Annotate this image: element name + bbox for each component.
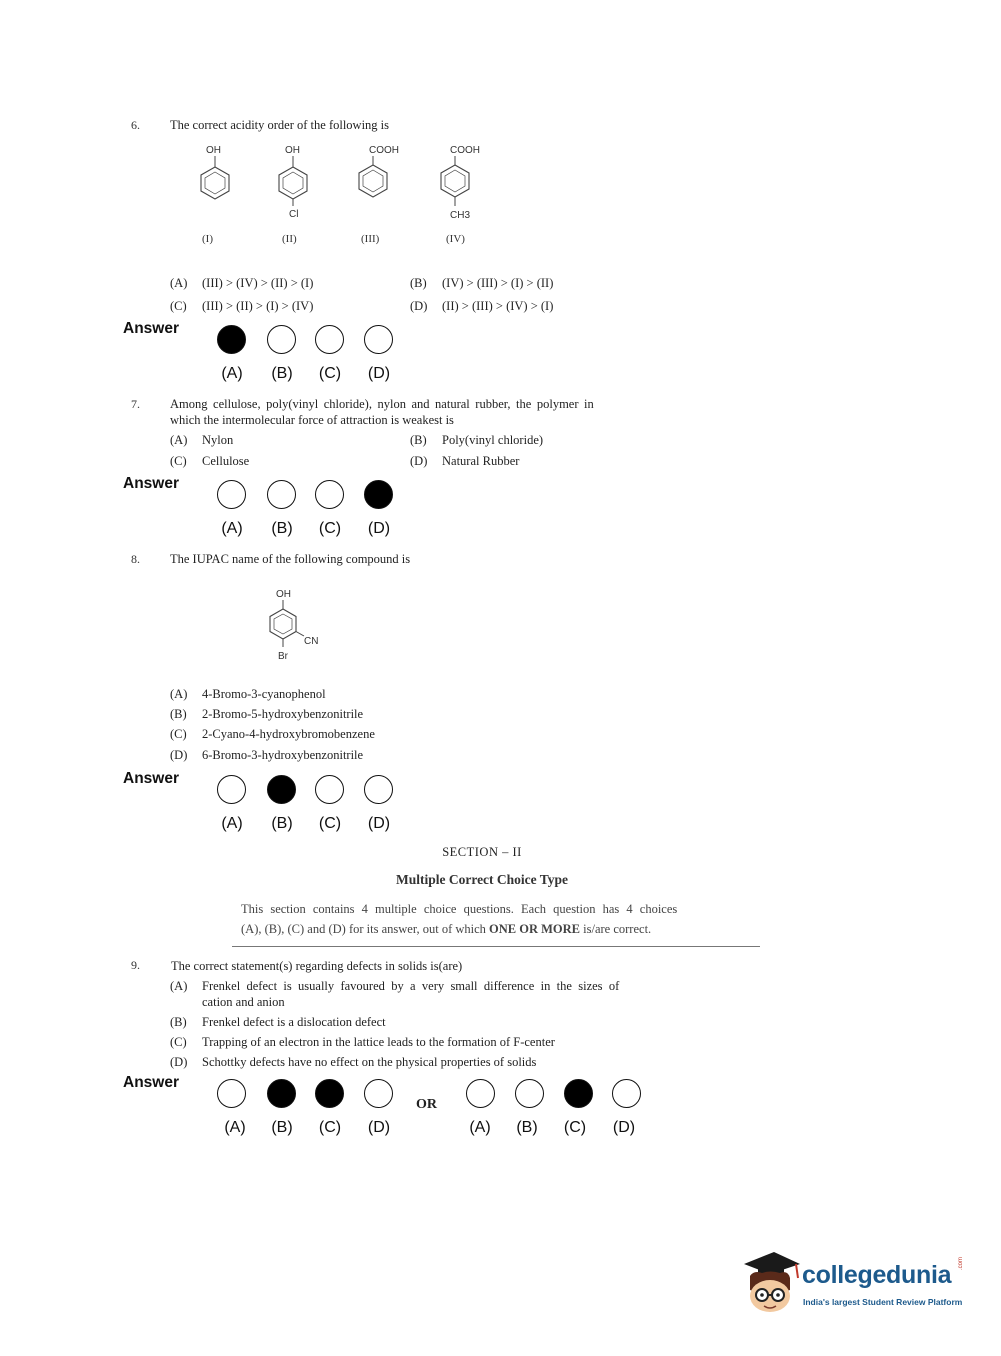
q7-option-b: (B) Poly(vinyl chloride) (410, 433, 544, 447)
q9-text: The correct statement(s) regarding defects in solids is(are) (171, 959, 463, 973)
brand-name-text: collegedunia (802, 1261, 952, 1289)
q8-option-b: (B) 2-Bromo-5-hydroxybenzonitrile (170, 707, 364, 721)
structure-IV-bottom: CH3 (450, 210, 471, 221)
q9-set2-bubble-d[interactable] (612, 1079, 641, 1108)
q9-set1-bubble-d[interactable] (364, 1079, 393, 1108)
q7-number: 7. (131, 397, 140, 411)
q9-option-c: (C) Trapping of an electron in the lattice leads to the formation of F-center (170, 1035, 555, 1049)
q9-option-a-line2: cation and anion (202, 995, 285, 1009)
q7-bubble-d[interactable] (364, 480, 393, 509)
q6-bubble-label-a: (A) (221, 365, 243, 382)
q8-bubble-label-d: (D) (367, 815, 391, 832)
q8-bubble-b[interactable] (267, 775, 296, 804)
q6-option-a: (A) (III) > (IV) > (II) > (I) (170, 276, 314, 290)
q7-text-line1: Among cellulose, poly(vinyl chloride), nylon and natural rubber, the polymer in (170, 397, 594, 411)
q6-answer-label: Answer (123, 320, 179, 337)
q7-option-d: (D) Natural Rubber (410, 454, 520, 468)
q8-bubble-c[interactable] (315, 775, 344, 804)
q9-set1-bubble-b[interactable] (267, 1079, 296, 1108)
section-instructions-line1: This section contains 4 multiple choice questions. Each question has 4 choices (241, 902, 678, 916)
q8-bubble-label-c: (C) (318, 815, 342, 832)
q8-number: 8. (131, 552, 140, 566)
q6-bubble-label-b: (B) (271, 365, 293, 382)
structure-IV (441, 145, 480, 221)
q9-set1-label-b: (B) (271, 1119, 293, 1136)
q8-bubble-a[interactable] (217, 775, 246, 804)
q7-bubble-label-a: (A) (221, 520, 243, 537)
q9-option-a: (A) Frenkel defect is usually favoured by a very small difference in the sizes of (170, 979, 620, 993)
section-instructions-line2: (A), (B), (C) and (D) for its answer, out of which ONE OR MORE is/are correct. (241, 922, 652, 936)
structure-II-bottom: Cl (289, 209, 299, 220)
q7-bubble-label-b: (B) (271, 520, 293, 537)
brand-dotcom: .com (958, 1256, 964, 1270)
structure-II (279, 145, 307, 220)
structure-II-top: OH (285, 145, 300, 156)
q9-number: 9. (131, 958, 140, 972)
q6-text: The correct acidity order of the following is (170, 118, 390, 132)
q6-bubble-d[interactable] (364, 325, 393, 354)
structure-II-label: (II) (282, 233, 297, 245)
q6-option-d: (D) (II) > (III) > (IV) > (I) (410, 299, 554, 313)
q6-bubble-label-d: (D) (367, 365, 391, 382)
section-title: SECTION – II (442, 845, 522, 859)
mascot-icon (740, 1248, 802, 1322)
q9-or-label: OR (416, 1097, 437, 1112)
q7-option-a: (A) Nylon (170, 433, 234, 447)
brand-tagline: India's largest Student Review Platform (803, 1297, 963, 1307)
q8-option-a: (A) 4-Bromo-3-cyanophenol (170, 687, 326, 701)
q6-bubble-b[interactable] (267, 325, 296, 354)
q9-set2-label-b: (B) (516, 1119, 538, 1136)
q7-bubble-a[interactable] (217, 480, 246, 509)
q9-set2-label-a: (A) (469, 1119, 491, 1136)
q8-bubble-label-b: (B) (271, 815, 293, 832)
q7-bubble-label-d: (D) (367, 520, 391, 537)
q8-answer-label: Answer (123, 770, 179, 787)
q6-structures (180, 140, 500, 225)
structure-III-top: COOH (369, 145, 399, 156)
q8-option-d: (D) 6-Bromo-3-hydroxybenzonitrile (170, 748, 364, 762)
q7-bubble-b[interactable] (267, 480, 296, 509)
q9-answer-label: Answer (123, 1074, 179, 1091)
section-divider (232, 946, 760, 947)
structure-IV-top: COOH (450, 145, 480, 156)
q6-option-c: (C) (III) > (II) > (I) > (IV) (170, 299, 314, 313)
q8-structure (255, 585, 335, 665)
q8-structure-top: OH (276, 589, 291, 600)
structure-I-label: (I) (202, 233, 213, 245)
q7-answer-label: Answer (123, 475, 179, 492)
q9-option-d: (D) Schottky defects have no effect on the physical properties of solids (170, 1055, 537, 1069)
q6-number: 6. (131, 118, 140, 132)
structure-III (359, 145, 399, 197)
q8-structure-bottom: Br (278, 651, 288, 662)
q8-text: The IUPAC name of the following compound is (170, 552, 411, 566)
brand-name (802, 1261, 951, 1290)
q8-structure-right: CN (304, 636, 319, 647)
q9-set2-label-c: (C) (563, 1119, 587, 1136)
q9-set2-bubble-c[interactable] (564, 1079, 593, 1108)
q8-option-c: (C) 2-Cyano-4-hydroxybromobenzene (170, 727, 375, 741)
q9-set1-label-c: (C) (318, 1119, 342, 1136)
q8-bubble-d[interactable] (364, 775, 393, 804)
q9-set2-bubble-b[interactable] (515, 1079, 544, 1108)
q9-set2-label-d: (D) (612, 1119, 636, 1136)
q9-set1-bubble-c[interactable] (315, 1079, 344, 1108)
q9-option-b: (B) Frenkel defect is a dislocation defect (170, 1015, 386, 1029)
q6-bubble-c[interactable] (315, 325, 344, 354)
q6-option-b: (B) (IV) > (III) > (I) > (II) (410, 276, 554, 290)
structure-I (201, 145, 229, 199)
q9-set1-label-a: (A) (224, 1119, 246, 1136)
section-subtitle: Multiple Correct Choice Type (395, 872, 569, 887)
q7-bubble-c[interactable] (315, 480, 344, 509)
q9-set1-label-d: (D) (367, 1119, 391, 1136)
structure-IV-label: (IV) (446, 233, 465, 245)
q9-set2-bubble-a[interactable] (466, 1079, 495, 1108)
q7-option-c: (C) Cellulose (170, 454, 250, 468)
q7-bubble-label-c: (C) (318, 520, 342, 537)
q6-bubble-a[interactable] (217, 325, 246, 354)
q7-text-line2: which the intermolecular force of attraction is weakest is (170, 413, 454, 427)
q6-bubble-label-c: (C) (318, 365, 342, 382)
structure-I-top: OH (206, 145, 221, 156)
q9-set1-bubble-a[interactable] (217, 1079, 246, 1108)
q8-bubble-label-a: (A) (221, 815, 243, 832)
structure-III-label: (III) (361, 233, 380, 245)
